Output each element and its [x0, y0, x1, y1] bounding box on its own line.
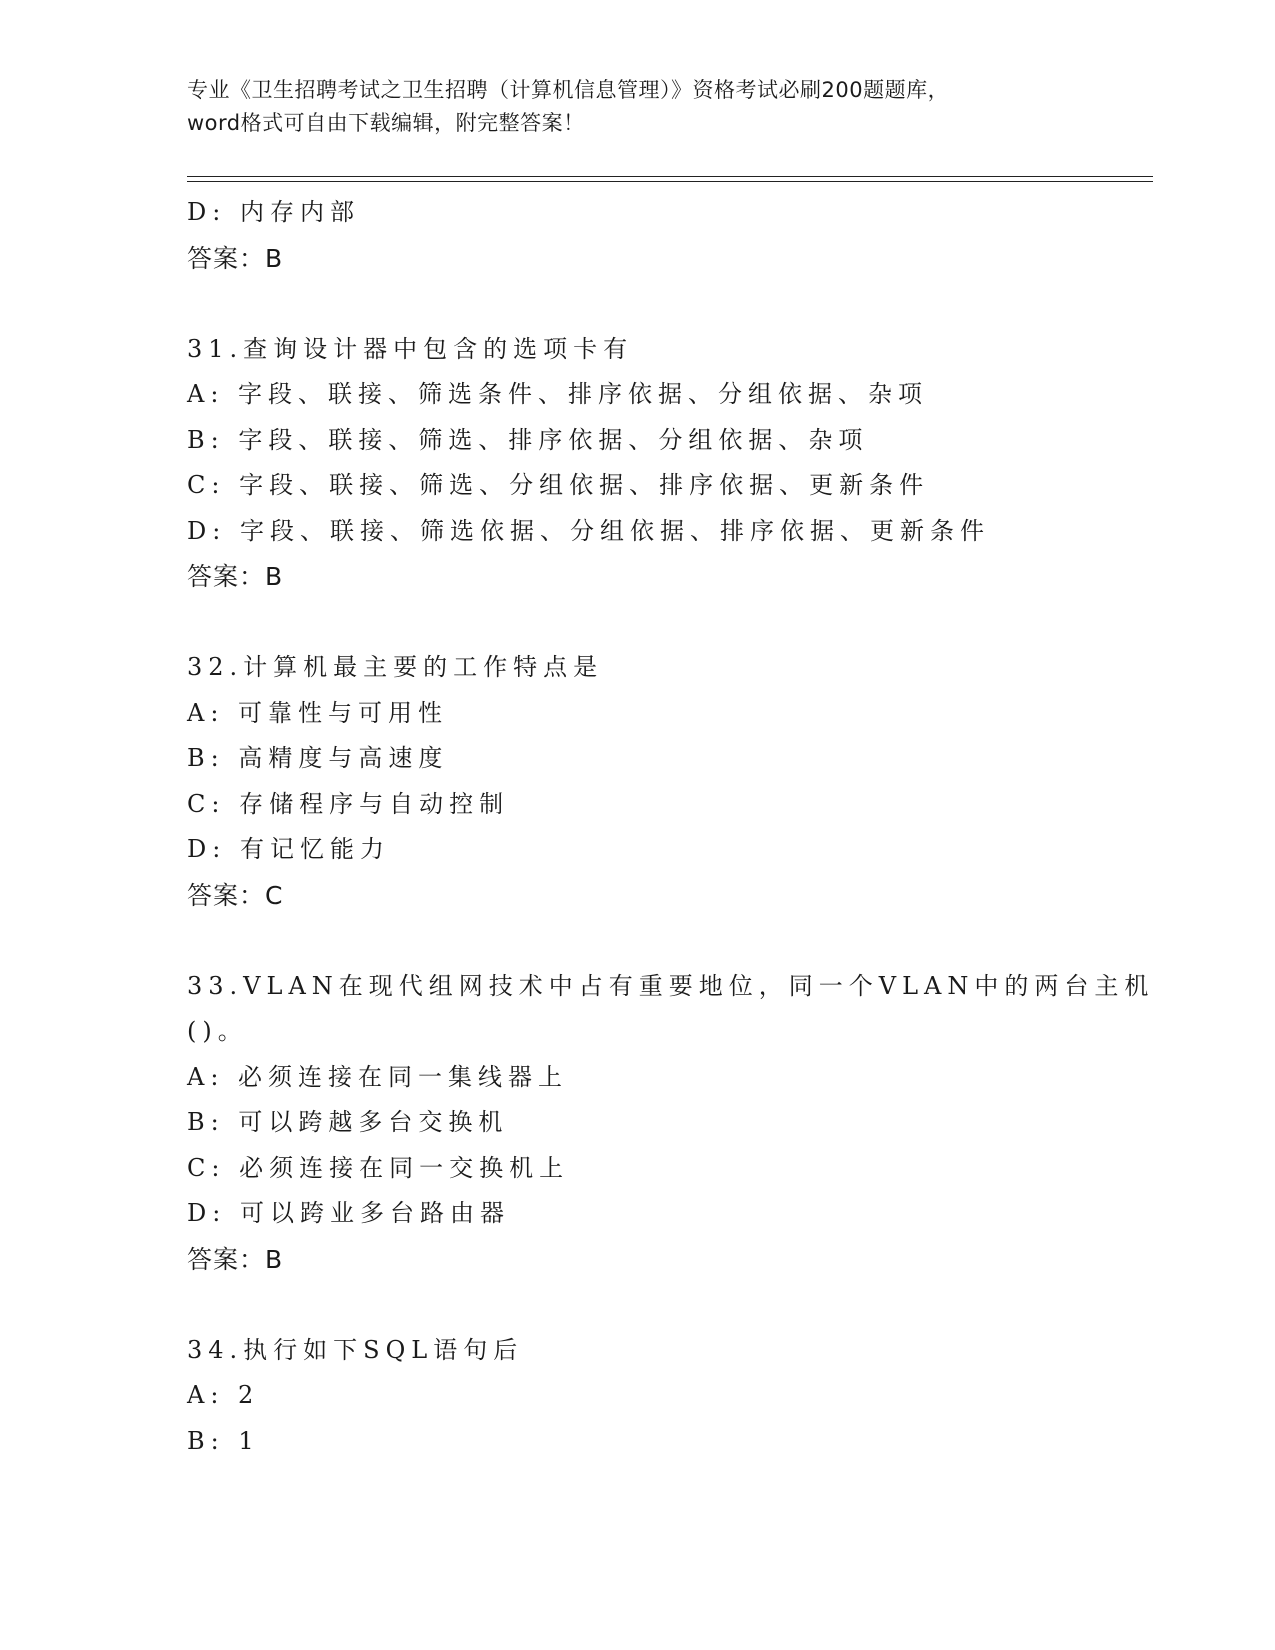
option-c: C: 必须连接在同一交换机上	[187, 1153, 570, 1182]
question-33	[187, 964, 1155, 1283]
question-34	[187, 1328, 1087, 1465]
carryover-answer: 答案：B	[187, 243, 284, 273]
option-b: B: 字段、联接、筛选、排序依据、分组依据、杂项	[187, 425, 869, 454]
question-list	[187, 190, 1155, 1464]
option-d: D: 有记忆能力	[187, 835, 390, 863]
answer-label: 答案：B	[187, 1244, 284, 1274]
spacer	[187, 1282, 1087, 1328]
header-divider-bottom	[187, 181, 1153, 182]
answer-label: 答案：B	[187, 562, 284, 591]
option-d: D: 字段、联接、筛选依据、分组依据、排序依据、更新条件	[187, 516, 990, 545]
answer-label: 答案：C	[187, 880, 284, 910]
question-stem: 34.执行如下SQL语句后	[187, 1335, 524, 1364]
option-b: B: 高精度与高速度	[187, 744, 449, 772]
question-stem-line-2: ()。	[187, 1017, 248, 1045]
question-stem-line-1: 33.VLAN在现代组网技术中占有重要地位，同一个VLAN中的两台主机	[187, 971, 1155, 1000]
option-c: C: 存储程序与自动控制	[187, 789, 510, 818]
question-stem: 31.查询设计器中包含的选项卡有	[187, 334, 634, 363]
option-a: A: 可靠性与可用性	[187, 698, 449, 727]
header-title-line-2: word格式可自由下载编辑，附完整答案！	[187, 111, 585, 135]
option-b: B: 可以跨越多台交换机	[187, 1108, 509, 1136]
option-a: A: 字段、联接、筛选条件、排序依据、分组依据、杂项	[187, 380, 929, 408]
option-c: C: 字段、联接、筛选、分组依据、排序依据、更新条件	[187, 471, 930, 499]
spacer	[187, 281, 1087, 327]
option-b: B: 1	[187, 1426, 260, 1455]
header-title-line-1: 专业《卫生招聘考试之卫生招聘（计算机信息管理）》资格考试必刷200题题库，	[187, 78, 950, 102]
question-32	[187, 645, 1087, 918]
option-a: A: 2	[187, 1381, 260, 1409]
option-a: A: 必须连接在同一集线器上	[187, 1062, 569, 1091]
spacer	[187, 918, 1087, 964]
header-divider-top	[187, 176, 1153, 177]
question-31	[187, 327, 1087, 600]
question-stem: 32.计算机最主要的工作特点是	[187, 653, 604, 681]
spacer	[187, 600, 1087, 646]
document-header	[187, 74, 1087, 140]
carryover-option-d: D: 内存内部	[187, 198, 360, 226]
option-d: D: 可以跨业多台路由器	[187, 1199, 510, 1227]
